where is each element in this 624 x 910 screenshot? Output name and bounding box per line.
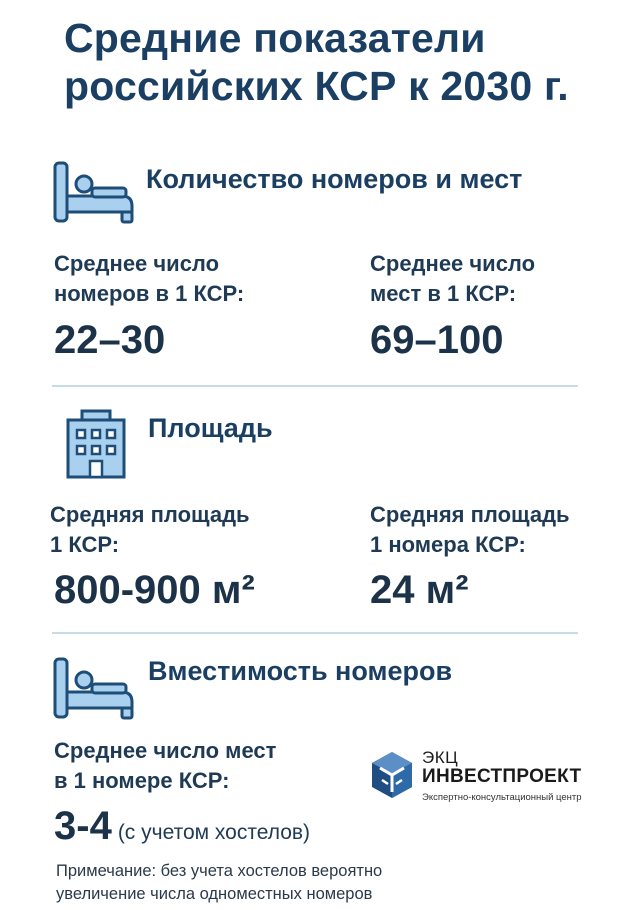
building-icon [64,408,128,480]
logo-text-short: ЭКЦ [422,748,459,767]
company-logo [370,746,600,812]
logo-mark-icon [370,750,414,800]
value-rooms-per-ksr: 22–30 [54,318,166,362]
label-rooms-per-ksr: Среднее число номеров в 1 КСР: [54,251,245,306]
bed-icon [52,656,138,722]
value-beds-per-ksr: 69–100 [370,318,504,362]
label-beds-per-ksr: Среднее число мест в 1 КСР: [370,251,536,306]
page-title: Средние показатели российских КСР к 2030 г. [64,15,569,109]
bed-icon [52,160,138,226]
label-area-per-room: Средняя площадь 1 номера КСР: [370,502,570,557]
divider [52,385,578,387]
section-heading-capacity: Вместимость номеров [148,656,453,686]
value-area-per-room: 24 м² [370,568,469,612]
section-heading-area: Площадь [148,413,273,443]
divider [52,632,578,634]
section-heading-rooms: Количество номеров и мест [146,164,523,194]
label-beds-per-room: Среднее число мест в 1 номере КСР: [54,738,277,793]
value-beds-per-room: 3-4 (с учетом хостелов) [54,804,311,848]
value-area-per-ksr: 800-900 м² [54,568,255,612]
logo-text-tagline: Экспертно-консультационный центр [422,792,582,803]
footnote: Примечание: без учета хостелов вероятно увеличение числа одноместных номеров [56,862,383,903]
value-note: (с учетом хостелов) [117,821,311,844]
label-area-per-ksr: Средняя площадь 1 КСР: [50,502,250,557]
logo-text-name: ИНВЕСТПРОЕКТ [422,766,582,787]
